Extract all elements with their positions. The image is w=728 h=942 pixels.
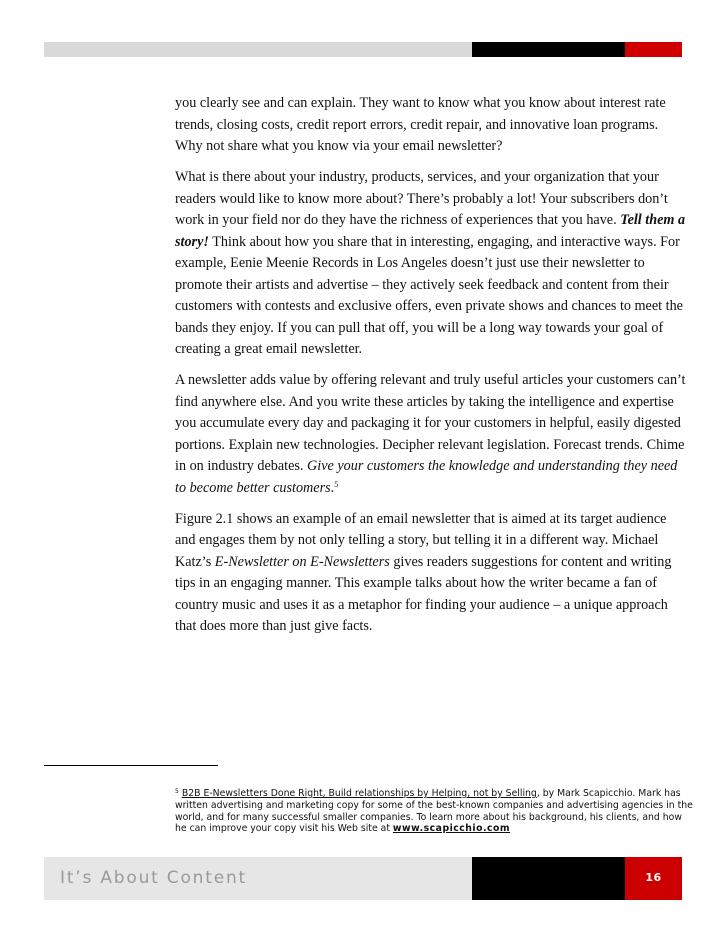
footnote-separator	[44, 765, 218, 766]
paragraph-2-emphasis: Tell them a story!	[175, 212, 686, 250]
header-bar-grey-segment	[44, 42, 472, 57]
paragraph-2-text-b: Think about how you share that in interesting, engaging, and interactive ways. For example, Eenie Meenie Records in Los Angeles doesn’t just use their newsletter to promote their artists and advertise – they actively seek feedback and content from their customers with contests and exclusive offers, even private shows and chances to meet the bands they enjoy. If you can pull that off, you will be a long way towards your goal of creating a great email newsletter.	[175, 233, 683, 357]
paragraph-4-text-a: Figure 2.1 shows an example of an email newsletter that is aimed at its target audience and engages them by not only telling a story, but telling it in a different way. Michael Katz’s	[175, 510, 667, 570]
header-bar	[44, 42, 682, 57]
paragraph-2	[175, 167, 687, 361]
footnote-title: B2B E-Newsletters Done Right, Build relationships by Helping, not by Selling	[181, 788, 537, 799]
footer-bar-grey-segment	[44, 857, 472, 900]
footnote	[175, 786, 695, 835]
footer-bar-red-segment	[625, 857, 682, 900]
paragraph-4-emphasis: E-Newsletter on E-Newsletters	[214, 553, 390, 570]
header-bar-red-segment	[625, 42, 682, 57]
paragraph-3-emphasis: Give your customers the knowledge and understanding they need to become better customers	[175, 458, 678, 496]
paragraph-3-text-b: .	[330, 479, 335, 496]
paragraph-3	[175, 370, 687, 499]
footnote-mark: 5	[175, 788, 179, 795]
footnote-text: , by Mark Scapicchio. Mark has written advertising and marketing copy for some of the best-known companies and advertising agencies in the world, and for many successful smaller companies. To learn more about his background, his clients, and how he can improve your copy visit his Web site at	[175, 788, 693, 835]
paragraph-4	[175, 509, 687, 638]
paragraph-2-text-a: What is there about your industry, products, services, and your organization that your readers would like to know more about? There’s probably a lot! Your subscribers don’t work in your field nor do they have the richness of experiences that you have.	[175, 169, 668, 228]
footnote-url-link[interactable]: www.scapicchio.com	[392, 823, 511, 835]
body-text	[175, 93, 687, 638]
footer-bar-black-segment	[472, 857, 625, 900]
paragraph-4-text-b: gives readers suggestions for content and writing tips in an engaging manner. This example talks about how the writer became a fan of country music and uses it as a metaphor for finding your audience – a unique approach that does more than just give facts.	[175, 553, 672, 634]
footnote-reference[interactable]: 5	[334, 479, 339, 489]
footer-bar	[44, 857, 682, 900]
page-number: 16	[645, 871, 662, 884]
header-bar-black-segment	[472, 42, 625, 57]
paragraph-1: you clearly see and can explain. They want to know what you know about interest rate trends, closing costs, credit report errors, credit repair, and innovative loan programs. Why not share what you know via your email newsletter?	[175, 95, 666, 154]
paragraph-3-text-a: A newsletter adds value by offering relevant and truly useful articles your customers can’t find anywhere else. And you write these articles by taking the intelligence and expertise you accumulate every day and packaging it for your customers in helpful, easily digested portions. Explain new technologies. Decipher relevant legislation. Forecast trends. Chime in on industry debates.	[175, 372, 686, 474]
footer-title: It’s About Content	[60, 868, 248, 888]
